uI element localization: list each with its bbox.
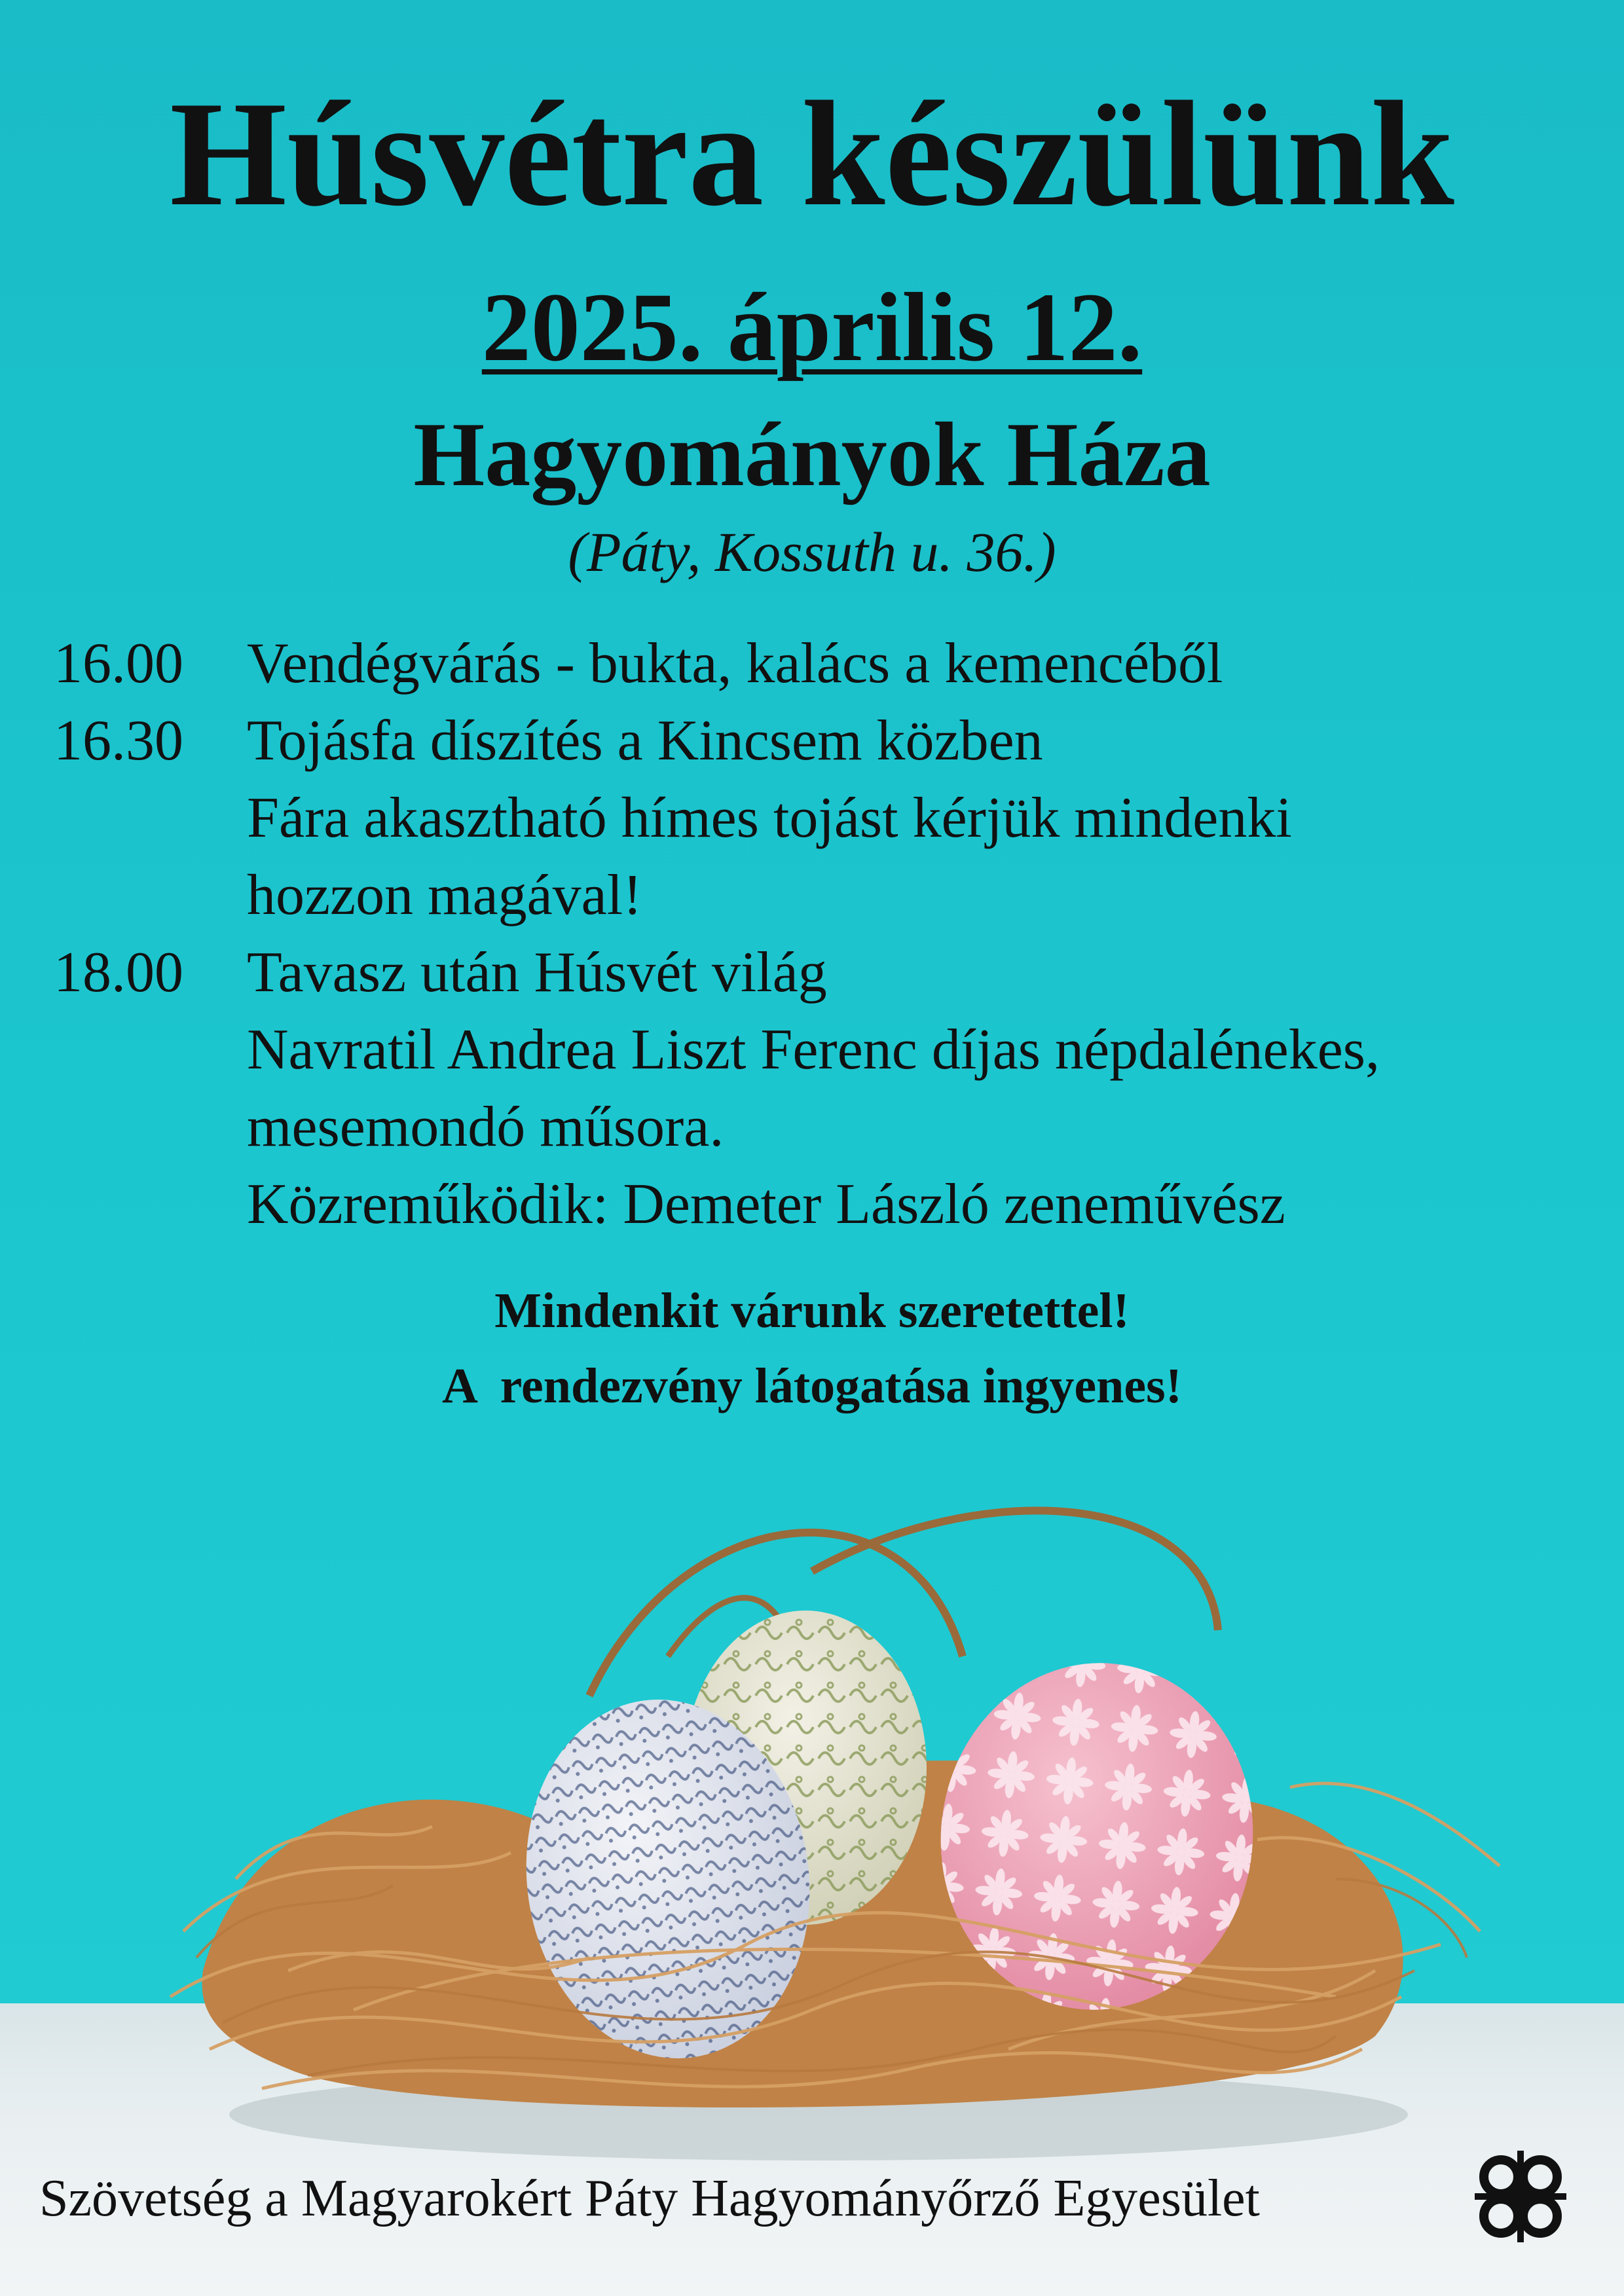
schedule-line: Vendégvárás - bukta, kalács a kemencéből [247, 632, 1223, 695]
schedule-description [247, 625, 1599, 702]
schedule-item [54, 702, 1599, 934]
event-venue: Hagyományok Háza [413, 404, 1211, 505]
event-date: 2025. április 12. [481, 273, 1143, 382]
closing-line-welcome: Mindenkit várunk szeretettel! [494, 1283, 1130, 1338]
schedule-time: 18.00 [54, 941, 183, 1004]
schedule-description [247, 702, 1599, 934]
schedule-description [247, 934, 1599, 1243]
schedule-time: 16.30 [54, 709, 183, 773]
closing-line-free-entry: A rendezvény látogatása ingyenes! [441, 1358, 1183, 1413]
poster-title: Húsvétra készülünk [170, 70, 1454, 237]
schedule [54, 625, 1599, 1243]
schedule-item [54, 934, 1599, 1243]
organizer-name: Szövetség a Magyarokért Páty Hagyományőrző Egyesület [39, 2170, 1260, 2227]
schedule-item [54, 625, 1599, 702]
schedule-line: Tavasz után Húsvét világ [247, 941, 827, 1004]
schedule-time: 16.00 [54, 632, 183, 695]
schedule-line: Navratil Andrea Liszt Ferenc díjas népdalénekes, [247, 1018, 1380, 1082]
schedule-line: Fára akasztható hímes tojást kérjük mindenki [247, 786, 1292, 850]
event-address: (Páty, Kossuth u. 36.) [568, 520, 1056, 583]
closing-message [0, 1273, 1624, 1424]
easter-eggs-nest-illustration [92, 1460, 1545, 2167]
ornamental-knot-logo-icon [1462, 2138, 1579, 2255]
schedule-line: hozzon magával! [247, 864, 642, 927]
schedule-line: Közreműködik: Demeter László zeneművész [247, 1173, 1285, 1236]
schedule-line: mesemondó műsora. [247, 1095, 724, 1159]
schedule-line: Tojásfa díszítés a Kincsem közben [247, 709, 1043, 773]
